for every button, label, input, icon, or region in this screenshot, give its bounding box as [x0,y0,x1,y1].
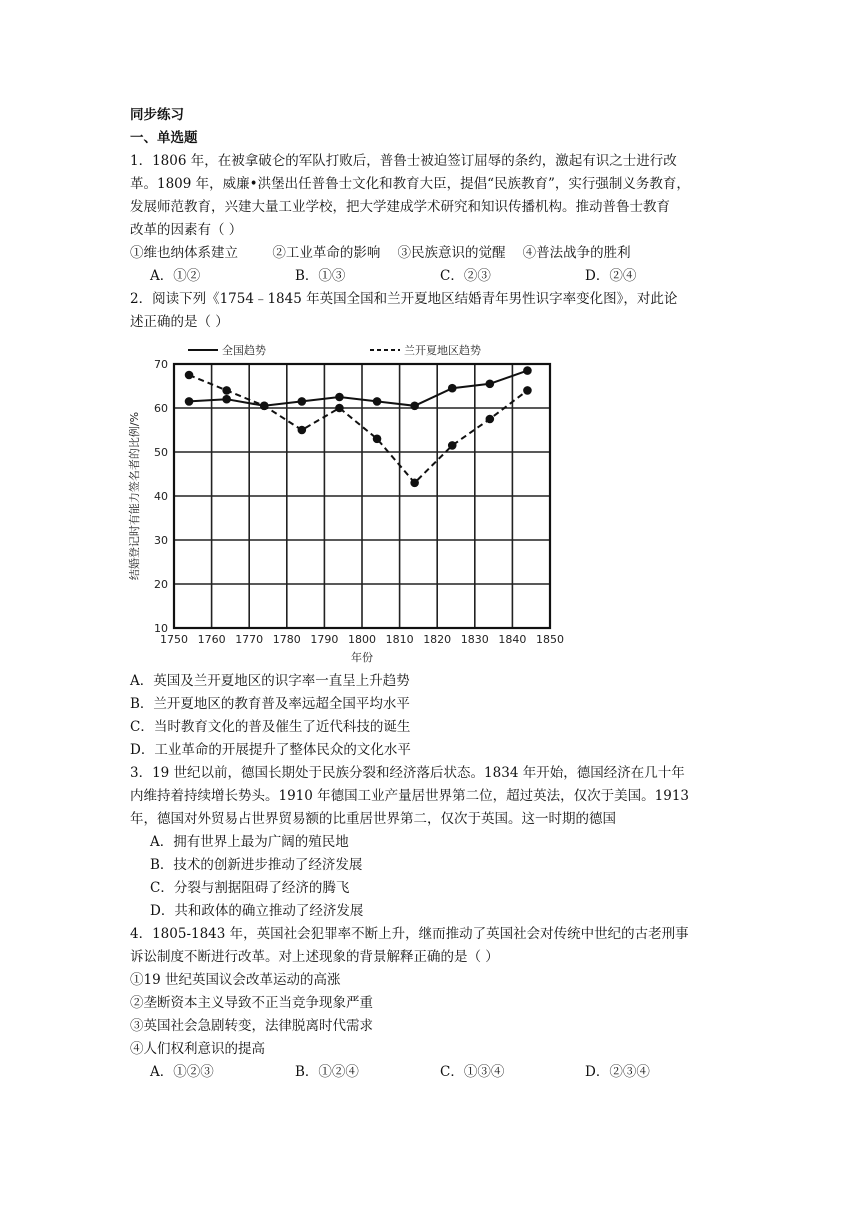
option-c[interactable]: C．①③④ [440,1064,505,1080]
question-1-stem-line: 发展师范教育，兴建大量工业学校，把大学建成学术研究和知识传播机构。推动普鲁士教育 [130,199,670,215]
question-1-stem-line: 改革的因素有（ ） [130,222,243,238]
x-tick-label: 1760 [197,633,226,646]
x-tick-label: 1780 [272,633,301,646]
y-axis-label: 结婚登记时有能力签名者的比例/% [128,411,141,581]
legend-label: 全国趋势 [222,344,266,357]
x-tick-label: 1830 [460,633,489,646]
option-b[interactable]: B．①②④ [295,1064,359,1080]
x-tick-label: 1850 [536,633,564,646]
option-d[interactable]: D．共和政体的确立推动了经济发展 [150,903,364,919]
series-line [189,375,527,483]
data-point [373,397,382,406]
data-point [298,426,307,435]
option-c[interactable]: C．当时教育文化的普及催生了近代科技的诞生 [130,719,411,735]
option-c[interactable]: C．分裂与割据阻碍了经济的腾飞 [150,880,350,896]
data-point [448,384,457,393]
option-b[interactable]: B．兰开夏地区的教育普及率远超全国平均水平 [130,696,410,712]
question-1-stem-line: 革。1809 年，威廉•洪堡出任普鲁士文化和教育大臣，提倡“民族教育”，实行强制义务教育， [130,176,690,192]
data-point [523,366,532,375]
question-3-stem-line: 3．19 世纪以前，德国长期处于民族分裂和经济落后状态。1834 年开始，德国经济在几十年 [130,765,685,781]
literacy-chart [118,338,578,668]
data-point [298,397,307,406]
option-c[interactable]: C．②③ [440,268,491,284]
question-2 [130,288,730,762]
option-a[interactable]: A．①②③ [150,1064,214,1080]
option-d[interactable]: D．工业革命的开展提升了整体民众的文化水平 [130,742,411,758]
question-2-stem-line: 述正确的是（ ） [130,314,229,330]
data-point [335,393,344,402]
question-4-item: ①19 世纪英国议会改革运动的高涨 [130,972,341,988]
option-a[interactable]: A．①② [150,268,201,284]
x-axis-label: 年份 [351,651,373,664]
x-tick-label: 1800 [348,633,376,646]
data-point [410,479,419,488]
option-a[interactable]: A．拥有世界上最为广阔的殖民地 [150,834,349,850]
data-point [222,395,231,404]
data-point [486,380,495,389]
data-point [260,402,269,411]
question-4-item: ②垄断资本主义导致不正当竞争现象严重 [130,995,373,1011]
y-tick-label: 40 [154,490,168,503]
series-line [189,371,527,406]
section-title: 同步练习 [130,107,184,123]
y-tick-label: 70 [154,358,168,371]
x-tick-label: 1820 [423,633,452,646]
data-point [222,386,231,395]
data-point [185,397,194,406]
question-4 [130,923,730,1084]
data-point [486,415,495,424]
question-4-stem-line: 4．1805-1843 年，英国社会犯罪率不断上升，继而推动了英国社会对传统中世纪的古老刑事 [130,926,689,942]
x-tick-label: 1840 [498,633,527,646]
data-point [448,441,457,450]
x-tick-label: 1750 [160,633,188,646]
question-3-stem-line: 年，德国对外贸易占世界贸易额的比重居世界第二，仅次于英国。这一时期的德国 [130,811,616,827]
data-point [185,371,194,380]
question-4-stem-line: 诉讼制度不断进行改革。对上述现象的背景解释正确的是（ ） [130,949,499,965]
x-tick-label: 1810 [385,633,414,646]
question-4-item: ④人们权利意识的提高 [130,1041,265,1057]
literacy-chart-svg [118,338,578,668]
worksheet [130,104,730,1084]
data-point [523,386,532,395]
question-1-options [130,265,730,288]
data-point [373,435,382,444]
y-tick-label: 60 [154,402,168,415]
option-a[interactable]: A．英国及兰开夏地区的识字率一直呈上升趋势 [130,673,410,689]
option-b[interactable]: B．技术的创新进步推动了经济发展 [150,857,363,873]
data-point [335,404,344,413]
question-3-stem-line: 内维持着持续增长势头。1910 年德国工业产量居世界第二位，超过英法，仅次于美国。1913 [130,788,690,804]
question-1 [130,150,730,288]
subsection-title: 一、单选题 [130,130,198,146]
question-4-options [130,1061,730,1084]
y-tick-label: 20 [154,578,168,591]
question-1-items: ①维也纳体系建立 ②工业革命的影响 ③民族意识的觉醒 ④普法战争的胜利 [130,245,631,261]
legend-label: 兰开夏地区趋势 [404,344,481,357]
option-d[interactable]: D．②③④ [585,1064,650,1080]
question-2-stem-line: 2．阅读下列《1754﹣1845 年英国全国和兰开夏地区结婚青年男性识字率变化图》，对此论 [130,291,678,307]
question-4-item: ③英国社会急剧转变，法律脱离时代需求 [130,1018,373,1034]
question-3 [130,762,730,923]
option-b[interactable]: B．①③ [295,268,346,284]
y-tick-label: 30 [154,534,168,547]
y-tick-label: 10 [154,622,168,635]
data-point [410,402,419,411]
option-d[interactable]: D．②④ [585,268,637,284]
x-tick-label: 1770 [235,633,264,646]
question-1-stem-line: 1．1806 年，在被拿破仑的军队打败后，普鲁士被迫签订屈辱的条约，激起有识之士进行改 [130,153,677,169]
x-tick-label: 1790 [310,633,339,646]
y-tick-label: 50 [154,446,168,459]
